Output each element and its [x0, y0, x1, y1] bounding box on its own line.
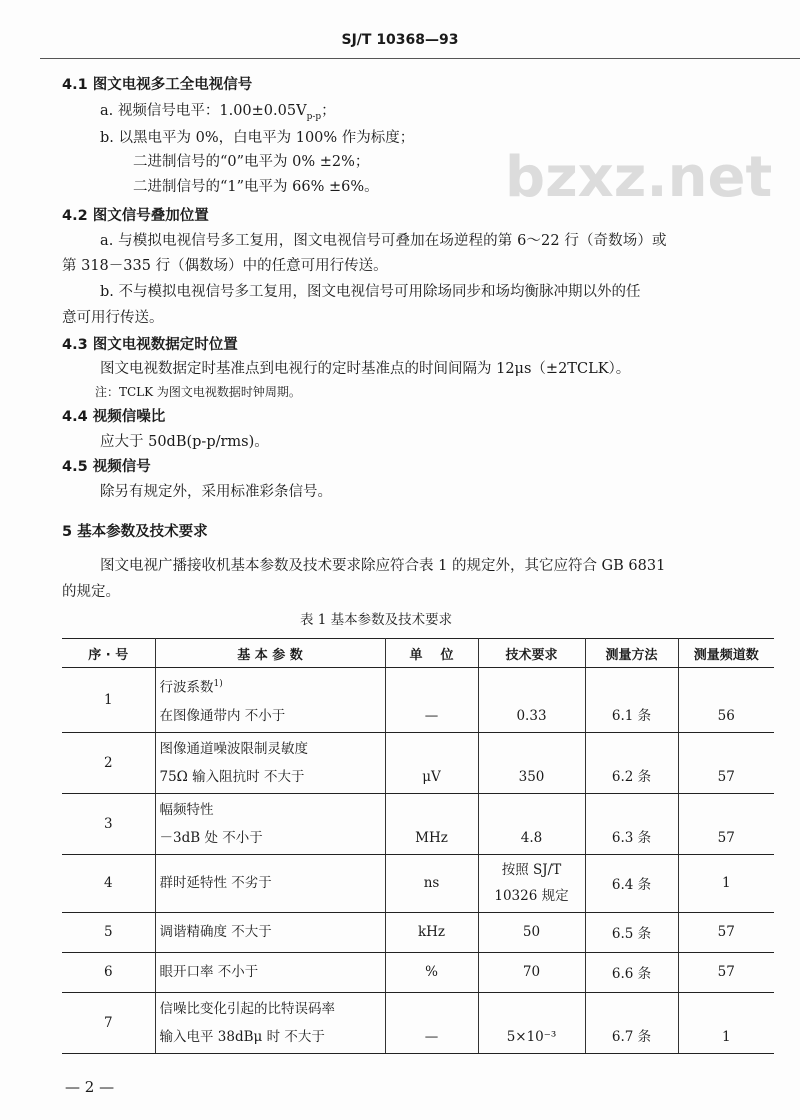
cell-param: 图像通道噪波限制灵敏度 75Ω 输入阻抗时 不大于 — [155, 732, 385, 793]
cell-channels: 1 — [678, 854, 774, 912]
table-caption: 表 1 基本参数及技术要求 — [300, 612, 453, 628]
watermark: bzxz.net — [505, 145, 773, 210]
text-line: a. 与模拟电视信号多工复用，图文电视信号可叠加在场逆程的第 6～22 行（奇数场）或 — [100, 233, 667, 249]
page-header: SJ/T 10368—93 — [341, 32, 459, 48]
cell-no: 5 — [62, 912, 155, 952]
cell-no: 2 — [62, 732, 155, 793]
text-line: 图文电视数据定时基准点到电视行的定时基准点的时间间隔为 12μs（±2TCLK）。 — [100, 361, 631, 377]
section-heading: 5 基本参数及技术要求 — [62, 524, 208, 540]
cell-channels: 1 — [678, 992, 774, 1053]
table-row — [62, 793, 774, 854]
table-row — [62, 912, 774, 952]
cell-channels: 57 — [678, 912, 774, 952]
col-header: 技术要求 — [478, 639, 585, 668]
cell-method: 6.1 条 — [585, 668, 678, 733]
cell-param: 调谐精确度 不大于 — [155, 912, 385, 952]
section-heading: 4.5 视频信号 — [62, 459, 151, 475]
cell-no: 4 — [62, 854, 155, 912]
cell-channels: 57 — [678, 793, 774, 854]
cell-unit: μV — [385, 732, 478, 793]
cell-param: 信噪比变化引起的比特误码率 输入电平 38dBμ 时 不大于 — [155, 992, 385, 1053]
section-heading: 4.2 图文信号叠加位置 — [62, 208, 209, 224]
table-row — [62, 952, 774, 992]
text-line: 除另有规定外，采用标准彩条信号。 — [100, 484, 332, 500]
text-line: b. 以黑电平为 0%，白电平为 100% 作为标度； — [100, 130, 415, 146]
cell-no: 6 — [62, 952, 155, 992]
cell-req: 按照 SJ/T 10326 规定 — [478, 854, 585, 912]
section-heading: 4.4 视频信噪比 — [62, 409, 166, 425]
text-line: a. 视频信号电平：$1.00\pm 0.05V_{p-p}$； — [100, 103, 336, 122]
note-line: 注：TCLK 为图文电视数据时钟周期。 — [95, 385, 301, 399]
cell-channels: 57 — [678, 952, 774, 992]
cell-param: 眼开口率 不小于 — [155, 952, 385, 992]
cell-unit: % — [385, 952, 478, 992]
section-heading: 4.3 图文电视数据定时位置 — [62, 337, 238, 353]
cell-no: 3 — [62, 793, 155, 854]
cell-method: 6.4 条 — [585, 854, 678, 912]
parameters-table — [62, 638, 774, 1054]
text-line: b. 不与模拟电视信号多工复用，图文电视信号可用除场同步和场均衡脉冲期以外的任 — [100, 284, 641, 300]
col-header: 单 位 — [385, 639, 478, 668]
text-line: 应大于 50dB(p-p/rms)。 — [100, 434, 269, 450]
cell-method: 6.3 条 — [585, 793, 678, 854]
cell-req: 0.33 — [478, 668, 585, 733]
col-header: 序 · 号 — [62, 639, 155, 668]
cell-method: 6.6 条 — [585, 952, 678, 992]
cell-method: 6.5 条 — [585, 912, 678, 952]
text-line: 图文电视广播接收机基本参数及技术要求除应符合表 1 的规定外，其它应符合 GB 6831 — [100, 558, 666, 574]
cell-req: 5×10⁻³ — [478, 992, 585, 1053]
table-row — [62, 854, 774, 912]
cell-channels: 57 — [678, 732, 774, 793]
cell-no: 1 — [62, 668, 155, 733]
cell-req: 350 — [478, 732, 585, 793]
section-heading: 4.1 图文电视多工全电视信号 — [62, 77, 253, 93]
table-header-row — [62, 639, 774, 668]
cell-param: 群时延特性 不劣于 — [155, 854, 385, 912]
text-line: 第 318－335 行（偶数场）中的任意可用行传送。 — [62, 258, 388, 274]
cell-req: 70 — [478, 952, 585, 992]
text-line: 二进制信号的“0”电平为 0% ±2%； — [133, 154, 370, 170]
cell-no: 7 — [62, 992, 155, 1053]
cell-unit: ns — [385, 854, 478, 912]
text-line: 意可用行传送。 — [62, 310, 164, 326]
col-header: 测量方法 — [585, 639, 678, 668]
text-line: 二进制信号的“1”电平为 66% ±6%。 — [133, 179, 379, 195]
table-row — [62, 732, 774, 793]
cell-unit: — — [385, 992, 478, 1053]
cell-req: 50 — [478, 912, 585, 952]
col-header: 测量频道数 — [678, 639, 774, 668]
cell-channels: 56 — [678, 668, 774, 733]
page-number: — 2 — — [65, 1078, 115, 1096]
header-rule — [40, 58, 800, 59]
text-line: 的规定。 — [62, 584, 120, 600]
cell-method: 6.7 条 — [585, 992, 678, 1053]
cell-unit: MHz — [385, 793, 478, 854]
cell-param: 幅频特性 －3dB 处 不小于 — [155, 793, 385, 854]
cell-unit: — — [385, 668, 478, 733]
cell-method: 6.2 条 — [585, 732, 678, 793]
table-row — [62, 668, 774, 733]
cell-unit: kHz — [385, 912, 478, 952]
cell-param: 行波系数$^{1)}$ 在图像通带内 不小于 — [155, 668, 385, 733]
cell-req: 4.8 — [478, 793, 585, 854]
table-row — [62, 992, 774, 1053]
col-header: 基 本 参 数 — [155, 639, 385, 668]
